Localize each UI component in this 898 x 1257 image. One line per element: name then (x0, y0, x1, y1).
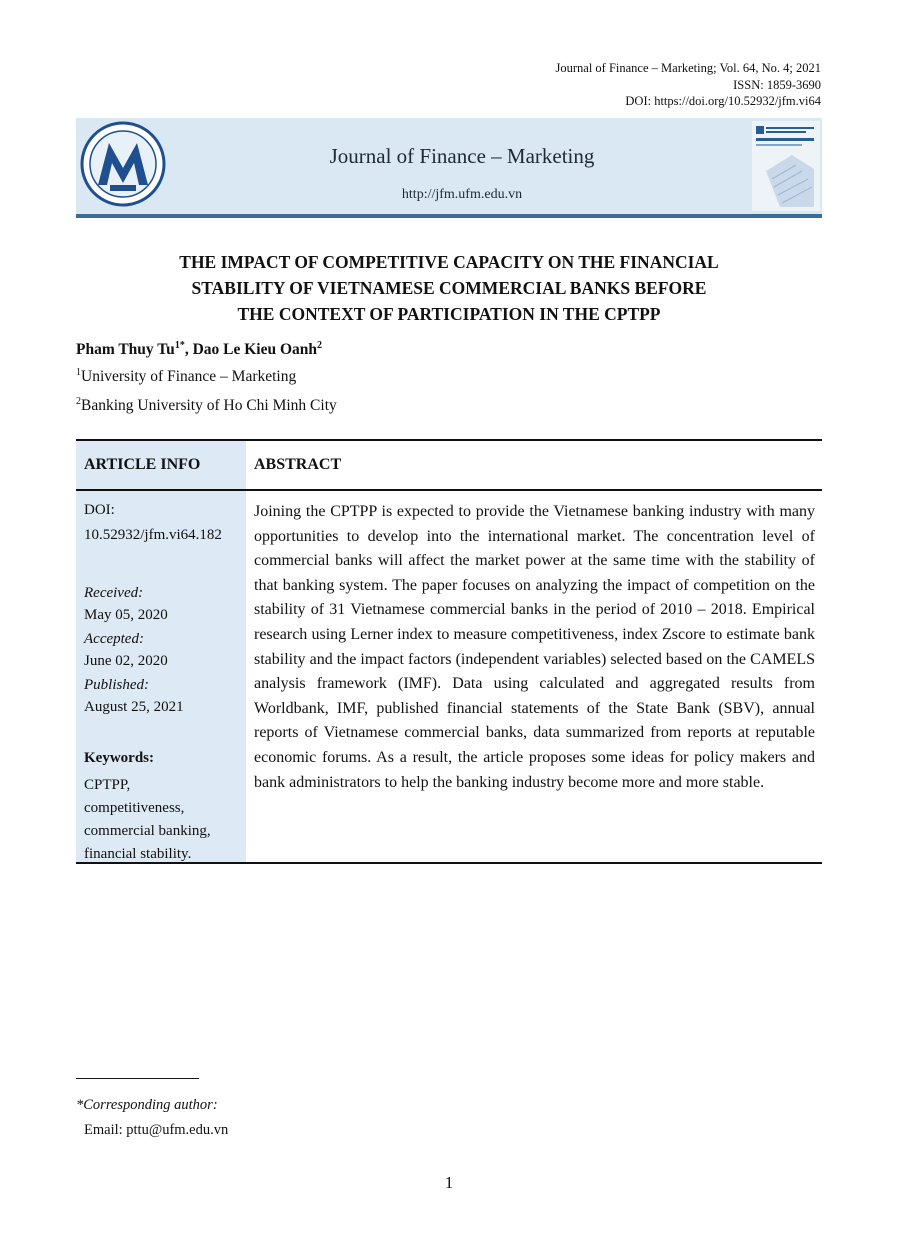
table-top-rule (76, 439, 822, 441)
journal-metadata (556, 60, 822, 110)
author-separator: , (184, 341, 193, 359)
accepted-label: Accepted: (84, 631, 144, 647)
journal-url[interactable]: http://jfm.ufm.edu.vn (401, 187, 523, 202)
journal-cover-thumbnail (752, 121, 820, 211)
accepted-date: June 02, 2020 (84, 653, 168, 669)
footnote-rule (76, 1078, 199, 1079)
authors (76, 340, 322, 359)
corresponding-author-label: *Corresponding author: (76, 1097, 218, 1113)
title-line: STABILITY OF VIETNAMESE COMMERCIAL BANKS BEFORE (191, 278, 707, 298)
abstract-text: Joining the CPTPP is expected to provide the Vietnamese banking industry with many opportunities to develop into the international market. The concentration level of commercial banks will affect the market power at the same time with the stability of that banking system. The paper focuses on analyzing the impact of competition on the stability of 31 Vietnamese commercial banks in the period of 2010 – 2018. Empirical research using Lerner index to measure competitiveness, index Zscore to estimate bank stability and the impact factors (independent variables) selected based on the CAMELS analysis framework (IMF). Data using calculated and aggregated results from Worldbank, IMF, published financial statements of the State Bank (SBV), annual reports of Vietnamese commercial banks, data summarized from reports at reputable economic forums. As a result, the article proposes some ideas for policy makers and bank administrators to help the banking industry become more and more stable. (254, 503, 815, 791)
doi-value[interactable]: 10.52932/jfm.vi64.182 (84, 527, 222, 543)
author-name: Pham Thuy Tu (76, 341, 175, 359)
corresponding-author-email[interactable]: Email: pttu@ufm.edu.vn (84, 1122, 229, 1138)
received-date: May 05, 2020 (84, 607, 168, 623)
affiliation (76, 367, 296, 386)
article-info-heading: ARTICLE INFO (84, 456, 201, 473)
keywords-label: Keywords: (84, 750, 154, 766)
author-affiliation-marker: 2 (317, 340, 323, 351)
banner-divider (76, 214, 822, 218)
affiliation-marker: 2 (76, 396, 81, 407)
affiliation-marker: 1 (76, 367, 81, 378)
keywords-list: CPTPP, competitiveness, commercial banking, financial stability. (84, 777, 211, 862)
doi-label: DOI: (84, 502, 115, 518)
author-name: Dao Le Kieu Oanh (192, 341, 318, 359)
title-line: THE CONTEXT OF PARTICIPATION IN THE CPTPP (237, 304, 661, 324)
title-line: THE IMPACT OF COMPETITIVE CAPACITY ON THE FINANCIAL (179, 252, 719, 272)
table-header-rule (76, 489, 822, 491)
affiliation-text: University of Finance – Marketing (81, 368, 297, 386)
journal-name: Journal of Finance – Marketing (329, 144, 595, 168)
journal-logo-icon (80, 121, 166, 207)
published-label: Published: (84, 677, 149, 693)
received-label: Received: (84, 585, 144, 601)
affiliation-text: Banking University of Ho Chi Minh City (81, 397, 337, 415)
abstract-heading: ABSTRACT (254, 456, 342, 473)
affiliation (76, 396, 337, 415)
citation-line: Journal of Finance – Marketing; Vol. 64, No. 4; 2021 (555, 61, 821, 75)
published-date: August 25, 2021 (84, 699, 184, 715)
author-affiliation-marker: 1* (174, 340, 185, 351)
article-title (100, 249, 798, 327)
doi-line: DOI: https://doi.org/10.52932/jfm.vi64 (625, 94, 821, 108)
page-number: 1 (444, 1173, 454, 1192)
issn-line: ISSN: 1859-3690 (733, 77, 821, 92)
